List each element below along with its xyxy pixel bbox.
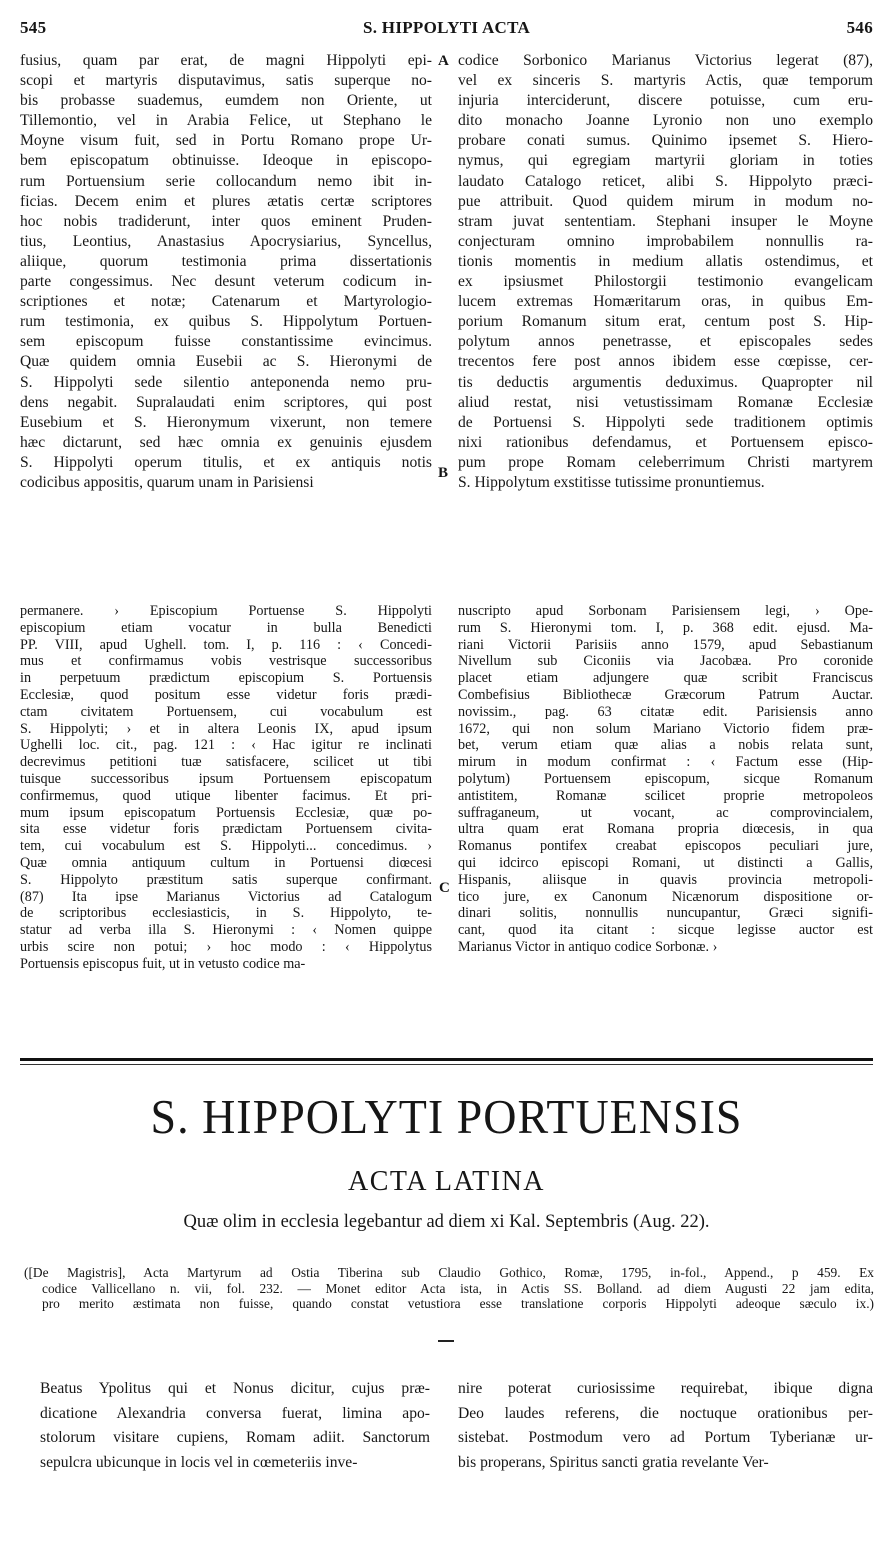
text-line: tem, cui vocabulum est S. Hippolyti... concedimus. › [20, 838, 432, 855]
text-line: Ecclesiæ, quod positum esse videtur foris prædi- [20, 686, 432, 703]
text-line: bem episcopatum obtinuisse. Ideoque in episcopo- [20, 152, 432, 170]
acta-left-column [40, 1377, 430, 1475]
text-line: codicibus appositis, quarum unam in Parisiensi [20, 473, 314, 491]
page-number-left: 545 [20, 18, 47, 37]
text-line: hæc dictarunt, sed hæc omnia ex genuinis ejusdem [20, 433, 432, 451]
text-line: S. Hippolyti; › et in altera Leonis IX, apud ipsum [20, 720, 432, 737]
text-line: Eusebium et S. Hieronymum vixerunt, non temere [20, 413, 432, 431]
text-line: lucem extremas Homæritarum oras, in quibus Em- [458, 293, 873, 311]
section-occasion: Quæ olim in ecclesia legebantur ad diem xi Kal. Septembris (Aug. 22). [183, 1212, 710, 1232]
text-line: pue attribuit. Quod quidem mirum in modum no- [458, 192, 873, 210]
source-citation [24, 1265, 874, 1312]
text-line: placet etiam adjungere quæ scribit Franciscus [458, 670, 873, 687]
text-line: ctam civitatem Portuensem, cui vocabulum est [20, 703, 432, 720]
margin-marker-b: B [438, 465, 449, 481]
text-line: urbis scire non potui; › hoc modo : ‹ Hippolytus [20, 938, 432, 955]
text-line: S. Hippolytum exstitisse tutissime pronuntiemus. [458, 473, 765, 491]
text-line: sita esse videtur foris prædictam Portuensem civita- [20, 821, 432, 838]
text-line: riani Victorii Parisiis anno 1579, apud Sebastianum [458, 636, 873, 653]
text-line: tis deductis argumentis deduximus. Quapropter nil [458, 373, 873, 391]
section-rule-thick [20, 1058, 873, 1061]
text-line: probare conati sumus. Quinimo ipsemet S. Hiero- [458, 132, 873, 150]
text-line: in perpetuum prædictum episcopium S. Portuensis [20, 670, 432, 687]
text-line: bet, verum etiam quæ alias a nobis relata sunt, [458, 737, 873, 754]
text-line: qui idcirco episcopi Romani, ut distincti a Gallis, [458, 854, 873, 871]
text-line: codice Vallicellano n. vii, fol. 232. — Monet editor Acta ista, in Actis SS. Bolland. ad diem Augusti 22 jam edita, [42, 1280, 874, 1296]
text-line: parte congessimus. Nec desunt veterum codicum in- [20, 273, 432, 291]
text-line: sistebat. Postmodum vero ad Portum Tyberianæ ur- [458, 1429, 873, 1446]
text-line: mirum in modum confirmat : ‹ Factum esse (Hip- [458, 754, 873, 771]
text-line: pro merito æstimata non fuisse, quando constat vetustiora esse translatione corporis Hippolyti adeoque sæculo ix.) [42, 1296, 874, 1312]
page-number-right: 546 [846, 18, 873, 37]
text-line: Beatus Ypolitus qui et Nonus dicitur, cujus præ- [40, 1380, 430, 1397]
top-left-column [20, 51, 432, 493]
text-line: 1672, qui non solum Mariano Victorio fidem præ- [458, 720, 873, 737]
text-line: confirmemus, quod utique libenter facimus. Et pri- [20, 787, 432, 804]
text-line: Romanus pontifex creabat episcopos peculiari jure, [458, 838, 873, 855]
text-line: aliique, quorum testimonia prima dissertationis [20, 252, 432, 270]
text-line: tius, Leontius, Anastasius Apocrysiarius, Syncellus, [20, 232, 432, 250]
text-line: Moyne visum fuit, sed in Portu Romano prope Ur- [20, 132, 432, 150]
text-line: (87) Ita ipse Marianus Victorius ad Catalogum [20, 888, 432, 905]
text-line: dicatione Alexandria conversa fuerat, limina apo- [40, 1404, 430, 1422]
text-line: bis properans, Spiritus sancti gratia revelante Ver- [458, 1453, 769, 1471]
section-rule-thin [20, 1064, 873, 1065]
text-line: S. Hippolyto præstitum satis superque confirmant. [20, 871, 432, 888]
text-line: PP. VIII, apud Ughell. tom. I, p. 116 : ‹ Concedi- [20, 636, 432, 653]
text-line: nymus, qui egregiam martyrii gloriam in toties [458, 152, 873, 170]
text-line: Quæ quidem omnia Eusebii ac S. Hieronymi de [20, 353, 432, 371]
text-line: ([De Magistris], Acta Martyrum ad Ostia Tiberina sub Claudio Gothico, Romæ, 1795, in-fol., Append., p 459. Ex [24, 1265, 874, 1280]
separator-dash [438, 1340, 454, 1342]
text-line: dens negabit. Supralaudati enim scriptores, qui post [20, 393, 432, 411]
acta-right-column [458, 1377, 873, 1475]
text-line: ficias. Decem enim et plures ætatis certæ scriptores [20, 192, 432, 210]
text-line: mus et confirmamus vobis vestrisque successoribus [20, 653, 432, 670]
text-line: conjecturam omnino improbabilem nonnullis ra- [458, 232, 873, 250]
text-line: ex ipsiusmet Philostorgii testimonio evangelicam [458, 273, 873, 291]
top-right-column [458, 51, 873, 493]
section-subtitle: ACTA LATINA [347, 1166, 546, 1197]
text-line: dito monacho Joanne Lyronio non uno exemplo [458, 112, 873, 130]
text-line: dinari solitis, nonnullis nuncupantur, Græci signifi- [458, 905, 873, 922]
text-line: Deo laudes referens, die noctuque orationibus per- [458, 1404, 873, 1422]
text-line: Hispanis, aliisque in quavis provincia metropoli- [458, 871, 873, 888]
text-line: porium Romanum situm erat, centum post S. Hip- [458, 313, 873, 331]
text-line: pum prope Romam celeberrimum Christi martyrem [458, 453, 873, 471]
text-line: de scriptoribus ecclesiasticis, in S. Hippolyto, te- [20, 905, 432, 922]
text-line: codice Sorbonico Marianus Victorius legerat (87), [458, 52, 873, 69]
text-line: fusius, quam par erat, de magni Hippolyti epi- [20, 52, 432, 69]
text-line: S. Hippolyti operum titulis, et ex antiquis notis [20, 453, 432, 471]
text-line: rum S. Hieronymi tom. I, p. 368 edit. ejusd. Ma- [458, 619, 873, 636]
text-line: Tillemontio, vel in Arabia Felice, ut Stephano le [20, 112, 432, 130]
text-line: decrevimus petitioni tuæ satisfacere, scilicet ut tibi [20, 754, 432, 771]
text-line: statur ad verba illa S. Hieronymi : ‹ Nomen quippe [20, 922, 432, 939]
text-line: scriptiones et notæ; Catenarum et Martyrologio- [20, 293, 432, 311]
text-line: Portuensis episcopus fuit, ut in vetusto codice ma- [20, 955, 306, 972]
text-line: stram juvat sententiam. Stephani insuper le Moyne [458, 212, 873, 230]
text-line: tico jure, ex Canonum Nicænorum dispositione or- [458, 888, 873, 905]
text-line: stolorum visitare cupiens, Romam adiit. Sanctorum [40, 1429, 430, 1446]
text-line: de Portuensi S. Hippolyti sede traditionem optimis [458, 413, 873, 431]
margin-marker-c: C [439, 880, 450, 896]
text-line: sem episcopum fuisse constantissime evincimus. [20, 333, 432, 351]
text-line: permanere. › Episcopium Portuense S. Hippolyti [20, 603, 432, 619]
text-line: scopi et martyris disputavimus, satis superque no- [20, 72, 432, 90]
text-line: Combefisius Bibliothecæ Græcorum Patrum Auctar. [458, 686, 873, 703]
text-line: suffraganeum, ut vocant, ac comprovincialem, [458, 804, 873, 821]
text-line: ultra quam erat Romana propria diœcesis, in qua [458, 821, 873, 838]
text-line: Nivellum sub Ciconiis via Jacobæa. Pro coronide [458, 653, 873, 670]
text-line: vel ex sinceris S. martyris Actis, quæ temporum [458, 72, 873, 90]
text-line: nixi rationibus defendamus, et Portuensem episco- [458, 433, 873, 451]
text-line: hoc nobis tradiderunt, inter quos eminent Pruden- [20, 212, 432, 230]
text-line: cant, quod ita citant : sicque legisse auctor est [458, 922, 873, 939]
text-line: tuisque successoribus ipsum Portuensem episcopatum [20, 770, 432, 787]
text-line: laudato Catalogo reticet, alibi S. Hippolyto præci- [458, 172, 873, 190]
notes-right-column [458, 603, 873, 956]
text-line: Ughelli loc. cit., pag. 121 : ‹ Hac igitur re inclinati [20, 737, 432, 754]
section-title: S. HIPPOLYTI PORTUENSIS [150, 1089, 743, 1144]
text-line: rum Portuensium serie collocandum nemo ibit in- [20, 172, 432, 190]
page-header [20, 18, 873, 40]
text-line: sepulcra ubicunque in locis vel in cœmeteriis inve- [40, 1453, 358, 1471]
text-line: bis probasse suademus, eumdem non Oriente, ut [20, 92, 432, 110]
margin-marker-a: A [438, 53, 449, 69]
text-line: polytum) Portuensem episcopum, sicque Romanum [458, 770, 873, 787]
text-line: injuria interciderunt, discere potuisse, cum eru- [458, 92, 873, 110]
text-line: rum testimonia, ex quibus S. Hippolytum Portuen- [20, 313, 432, 331]
text-line: tionis momentis in medium allatis ostendimus, et [458, 252, 873, 270]
text-line: polytum annos penetrasse, et episcopales sedes [458, 333, 873, 351]
text-line: nire poterat curiosissime requirebat, ibique digna [458, 1380, 873, 1397]
text-line: trecentos fere post annos ibidem esse cœpisse, cer- [458, 353, 873, 371]
text-line: novissim., pag. 63 citatæ edit. Parisiensis anno [458, 703, 873, 720]
text-line: antistitem, Romanæ scilicet proprie metropoleos [458, 787, 873, 804]
text-line: mum ipsum episcopatum Portuensis Ecclesiæ, quæ po- [20, 804, 432, 821]
text-line: Marianus Victor in antiquo codice Sorbonæ. › [458, 938, 718, 955]
text-line: nuscripto apud Sorbonam Parisiensem legi, › Ope- [458, 603, 873, 619]
text-line: aliud restat, nisi vetustissimam Romanæ Ecclesiæ [458, 393, 873, 411]
text-line: episcopium etiam vocatur in bulla Benedicti [20, 619, 432, 636]
text-line: Quæ omnia antiquum cultum in Portuensi diœcesi [20, 854, 432, 871]
notes-left-column [20, 603, 432, 973]
running-title: S. HIPPOLYTI ACTA [362, 18, 531, 37]
text-line: S. Hippolyti sede silentio anteponenda nemo pru- [20, 373, 432, 391]
